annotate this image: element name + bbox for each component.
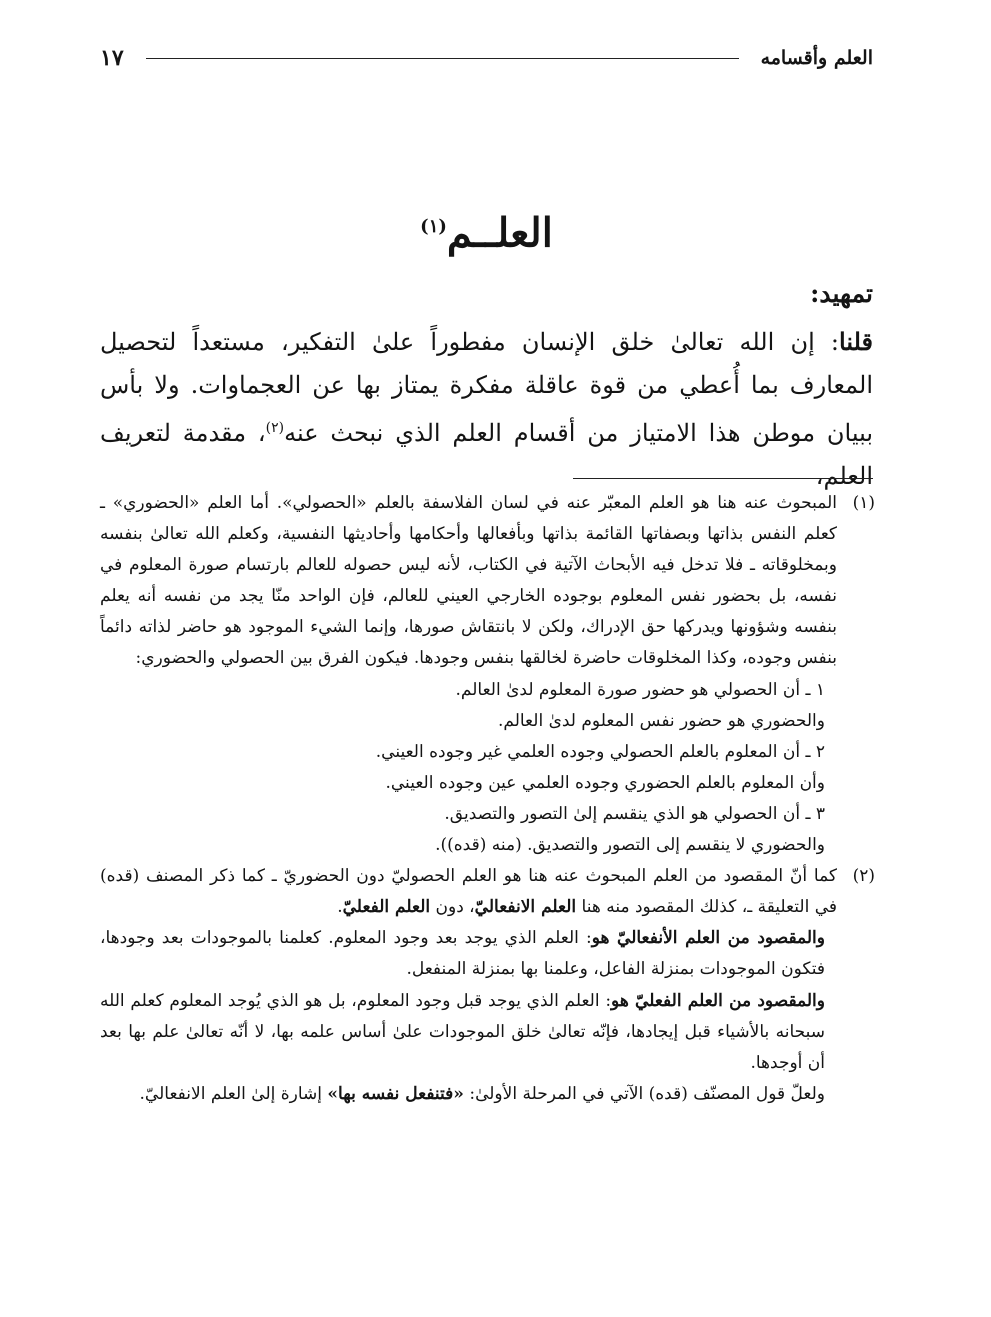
- header-rule: [146, 58, 739, 59]
- footnote-list-item: والحضوري هو حضور نفس المعلوم لدىٰ العالم.: [497, 710, 825, 731]
- footnotes: [100, 488, 875, 1110]
- definition-text: : العلم الذي يوجد بعد وجود المعلوم. كعلمنا بالموجودات بعد وجودها، فتكون الموجودات بمنزلة الفاعل، وعلمنا بها بمنزلة المنفعل.: [100, 928, 825, 980]
- footnote-1: [100, 488, 875, 861]
- footnote-definition: [100, 986, 837, 1079]
- footnote-list-item: ٢ ـ أن المعلوم بالعلم الحصولي وجوده العلمي غير وجوده العيني.: [375, 741, 825, 762]
- footnote-body: [100, 861, 837, 1110]
- definition-text: : العلم الذي يوجد قبل وجود المعلوم، بل هو الذي يُوجد المعلوم كعلم الله سبحانه بالأشياء قبل إيجادها، فإنّه تعالىٰ خلق الموجودات علىٰ أساس علمه بها، لا أنّه تعالىٰ علم بها بعد أن أوجدها.: [100, 990, 825, 1073]
- footnote-text: ، دون: [430, 897, 475, 918]
- footnote-list-item: ٣ ـ أن الحصولي هو الذي ينقسم إلىٰ التصور والتصديق.: [444, 803, 825, 824]
- footnote-bold-term: العلم الفعليّ: [342, 897, 431, 918]
- footnote-text: .: [337, 897, 343, 918]
- body-lead-word: قلنا: [839, 327, 873, 356]
- footnote-bold-term: العلم الانفعاليّ: [474, 897, 577, 918]
- definition-label: والمقصود من العلم الفعليّ هو: [611, 990, 825, 1011]
- footnote-paragraph: [100, 861, 837, 923]
- footnote-closing: [100, 1079, 837, 1110]
- body-text-part-1: : إن الله تعالىٰ خلق الإنسان مفطوراً علىٰ التفكير، مستعداً لتحصيل المعارف بما أُعطي من قوة عاقلة مفكرة يمتاز بها عن العجماوات. ولا بأس ببيان موطن هذا الامتياز من أقسام العلم الذي نبحث عنه: [100, 328, 873, 447]
- body-footnote-mark: (٢): [265, 420, 285, 436]
- footnote-quote: «فتنفعل نفسه بها»: [327, 1083, 464, 1104]
- running-header: [100, 40, 873, 76]
- section-heading: تمهيد:: [810, 279, 873, 308]
- footnote-list-item: والحضوري لا ينقسم إلى التصور والتصديق. (منه (قده)).: [435, 835, 825, 856]
- footnote-list-item: ١ ـ أن الحصولي هو حضور صورة المعلوم لدىٰ العالم.: [455, 679, 825, 700]
- footnote-text: كما أنّ المقصود من العلم المبحوث عنه هنا هو العلم الحصوليّ دون الحضوريّ ـ كما ذكر المصنف (قده) في التعليقة ـ، كذلك المقصود منه هنا: [100, 866, 837, 918]
- footnote-list-item: وأن المعلوم بالعلم الحضوري وجوده العلمي عين وجوده العيني.: [385, 772, 825, 793]
- chapter-title: [100, 192, 873, 268]
- footnote-number: (١): [852, 493, 875, 513]
- footnote-text: إشارة إلىٰ العلم الانفعاليّ.: [139, 1083, 328, 1104]
- body-text-part-2: ، مقدمة لتعريف العلم،: [100, 419, 873, 490]
- footnote-body: [100, 488, 837, 861]
- definition-label: والمقصود من العلم الأنفعاليّ هو: [591, 928, 825, 949]
- page-number: ١٧: [100, 45, 124, 71]
- chapter-title-text: العلــم: [446, 209, 553, 257]
- footnote-paragraph: المبحوث عنه هنا هو العلم المعبّر عنه في لسان الفلاسفة بالعلم «الحصولي». أما العلم «الحضوري» ـ كعلم النفس بذاتها وبصفاتها القائمة بذاتها وبأفعالها وأحكامها وأحاديثها النفسية، وكعلم الله تعالىٰ بنفسه وبمخلوقاته ـ فلا تدخل فيه الأبحاث الآتية في الكتاب، لأنه ليس حصوله للعالم بارتسام صورة المعلوم في نفسه، بل بحضور نفس المعلوم بوجوده الخارجي العيني للعالم، فإن الواحد منّا يجد من نفسه أنه يعلم بنفسه وشؤونها ويدركها حق الإدراك، ولكن لا بانتقاش صورها، وإنما الشيء الموجود هو حاضر لذاته دائماً بنفس وجوده، وكذا المخلوقات حاضرة لخالقها بنفس وجودها. فيكون الفرق بين الحصولي والحضوري:: [100, 493, 837, 669]
- footnote-number: (٢): [852, 866, 875, 887]
- running-title: العلم وأقسامه: [760, 47, 873, 69]
- footnote-2: [100, 861, 875, 1110]
- chapter-footnote-mark: (١): [420, 216, 447, 237]
- footnote-text: ولعلّ قول المصنّف (قده) الآتي في المرحلة الأولىٰ:: [463, 1083, 825, 1104]
- body-paragraph: [100, 320, 873, 498]
- footnote-separator: [573, 478, 873, 479]
- footnote-definition: [100, 923, 837, 985]
